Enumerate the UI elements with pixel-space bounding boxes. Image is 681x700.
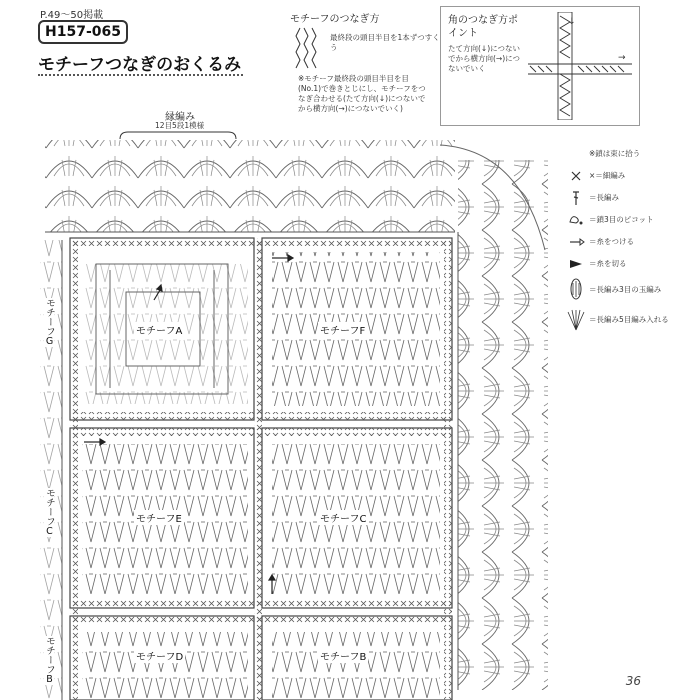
fan-symbol-icon (567, 308, 585, 332)
motif-b-left-label: モチーフB (44, 636, 55, 685)
motif-c-left-label: モチーフC (44, 488, 55, 537)
bobble-symbol-icon (567, 278, 585, 302)
motif-g-label: モチーフG (44, 298, 55, 347)
legend-row: ＝長編み5目編み入れる (567, 305, 677, 335)
legend-row: ＝長編み3目の玉編み (567, 275, 677, 305)
motif-c-label: モチーフC (318, 510, 368, 525)
svg-text:↓: ↓ (568, 17, 576, 27)
page-number: 36 (625, 674, 641, 688)
joining-title: モチーフのつなぎ方 (290, 14, 380, 25)
motif-a-label: モチーフA (134, 322, 184, 337)
cut-yarn-icon (567, 256, 585, 272)
right-border-stitches (458, 160, 548, 690)
motif-e-label: モチーフE (134, 510, 184, 525)
corner-text: たて方向(↓)につないでから横方向(→)につないでいく (448, 44, 520, 73)
legend-row: ×＝細編み (567, 165, 677, 187)
motif-f-label: モチーフF (318, 322, 367, 337)
motif-d-label: モチーフD (134, 648, 185, 663)
legend-row: ＝糸を切る (567, 253, 677, 275)
border-sub-label: 12目5段1模様 (155, 121, 205, 130)
symbol-legend (567, 143, 677, 335)
legend-row: ＝鎖3目のピコット (567, 209, 677, 231)
dc-symbol-icon (567, 190, 585, 206)
top-border-stitches (45, 140, 455, 232)
legend-row: ※鎖は束に拾う (567, 143, 677, 165)
note-icon (567, 146, 585, 162)
border-label: 縁編み (165, 112, 195, 123)
pattern-code-badge: H157-065 (38, 20, 128, 44)
corner-title: 角のつなぎ方ポイント (448, 15, 518, 39)
join-yarn-icon (567, 234, 585, 250)
joining-instruction: 最終段の頭目半目を1本ずつすくう (330, 33, 440, 52)
page-title: モチーフつなぎのおくるみ (38, 55, 242, 75)
svg-text:→: → (618, 53, 626, 63)
legend-row: ＝糸をつける (567, 231, 677, 253)
picot-symbol-icon (567, 212, 585, 228)
page-reference: P.49～50掲載 (40, 10, 104, 21)
legend-row: ＝長編み (567, 187, 677, 209)
sc-symbol-icon (567, 168, 585, 184)
motif-b-label: モチーフB (318, 648, 368, 663)
joining-note: ※モチーフ最終段の頭目半目を目(No.1)で巻きとじにし、モチーフをつなぎ合わせる(たて方向(↓)につないでから横方向(→)につないでいく) (298, 74, 426, 113)
